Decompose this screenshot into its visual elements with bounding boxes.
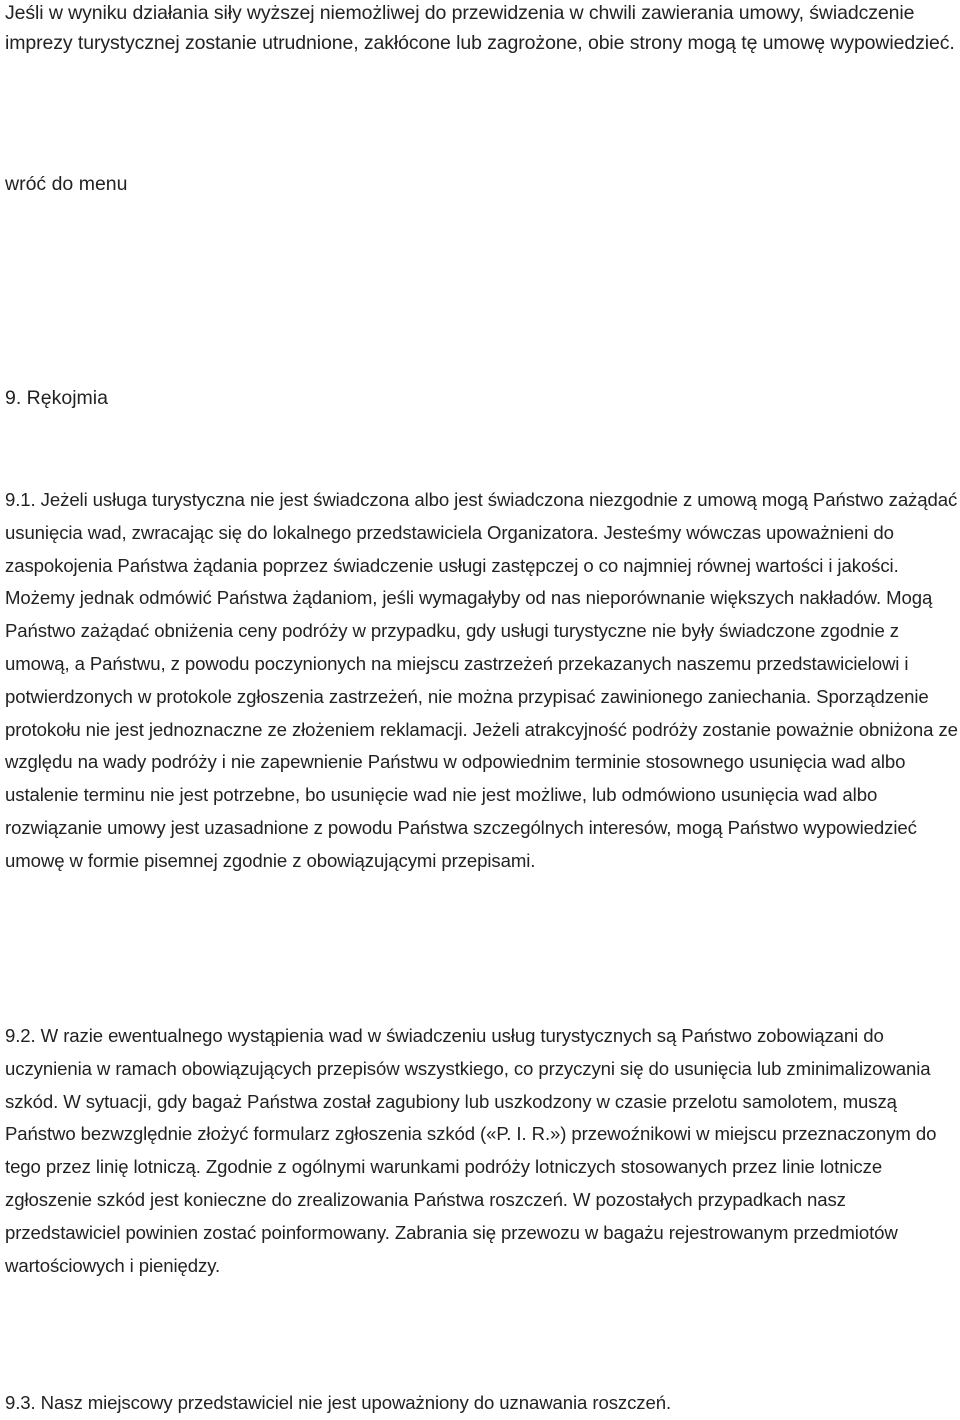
intro-paragraph: Jeśli w wyniku działania siły wyższej niemożliwej do przewidzenia w chwili zawierania umowy, świadczenie imprezy turystycznej zostanie utrudnione, zakłócone lub zagrożone, obie strony mogą tę umowę wypowiedzieć. xyxy=(5,2,955,54)
paragraph-9-2: 9.2. W razie ewentualnego wystąpienia wad w świadczeniu usług turystycznych są Państwo zobowiązani do uczynienia w ramach obowiązujących przepisów wszystkiego, co przyczyni się do usunięcia lub zminimalizowania szkód. W sytuacji, gdy bagaż Państwa został zagubiony lub uszkodzony w czasie przelotu samolotem, muszą Państwo bezwzględnie złożyć formularz zgłoszenia szkód («P. I. R.») przewoźnikowi w miejscu przeznaczonym do tego przez linię lotniczą. Zgodnie z ogólnymi warunkami podróży lotniczych stosowanych przez linie lotnicze zgłoszenie szkód jest konieczne do zrealizowania Państwa roszczeń. W pozostałych przypadkach nasz przedstawiciel powinien zostać poinformowany. Zabrania się przewozu w bagażu rejestrowanym przedmiotów wartościowych i pieniędzy. xyxy=(5,1025,937,1276)
paragraph-9-1: 9.1. Jeżeli usługa turystyczna nie jest świadczona albo jest świadczona niezgodnie z umową mogą Państwo zażądać usunięcia wad, zwracając się do lokalnego przedstawiciela Organizatora. Jesteśmy wówczas upoważnieni do zaspokojenia Państwa żądania poprzez świadczenie usługi zastępczej o co najmniej równej wartości i jakości. Możemy jednak odmówić Państwa żądaniom, jeśli wymagałyby od nas nieporównanie większych nakładów. Mogą Państwo zażądać obniżenia ceny podróży w przypadku, gdy usługi turystyczne nie były świadczone zgodnie z umową, a Państwu, z powodu poczynionych na miejscu zastrzeżeń przekazanych naszemu przedstawicielowi i potwierdzonych w protokole zgłoszenia zastrzeżeń, nie można przypisać zawinionego zaniechania. Sporządzenie protokołu nie jest jednoznaczne ze złożeniem reklamacji. Jeżeli atrakcyjność podróży zostanie poważnie obniżona ze względu na wady podróży i nie zapewnienie Państwu w odpowiednim terminie stosownego usunięcia wad albo ustalenie terminu nie jest potrzebne, bo usunięcie wad nie jest możliwe, lub odmówiono usunięcia wad albo rozwiązanie umowy jest uzasadnione z powodu Państwa szczególnych interesów, mogą Państwo wypowiedzieć umowę w formie pisemnej zgodnie z obowiązującymi przepisami. xyxy=(5,489,958,871)
back-to-menu-link[interactable]: wróć do menu xyxy=(5,173,128,195)
paragraph-9-3: 9.3. Nasz miejscowy przedstawiciel nie jest upoważniony do uznawania roszczeń. xyxy=(5,1392,672,1413)
section-heading: 9. Rękojmia xyxy=(5,387,108,409)
